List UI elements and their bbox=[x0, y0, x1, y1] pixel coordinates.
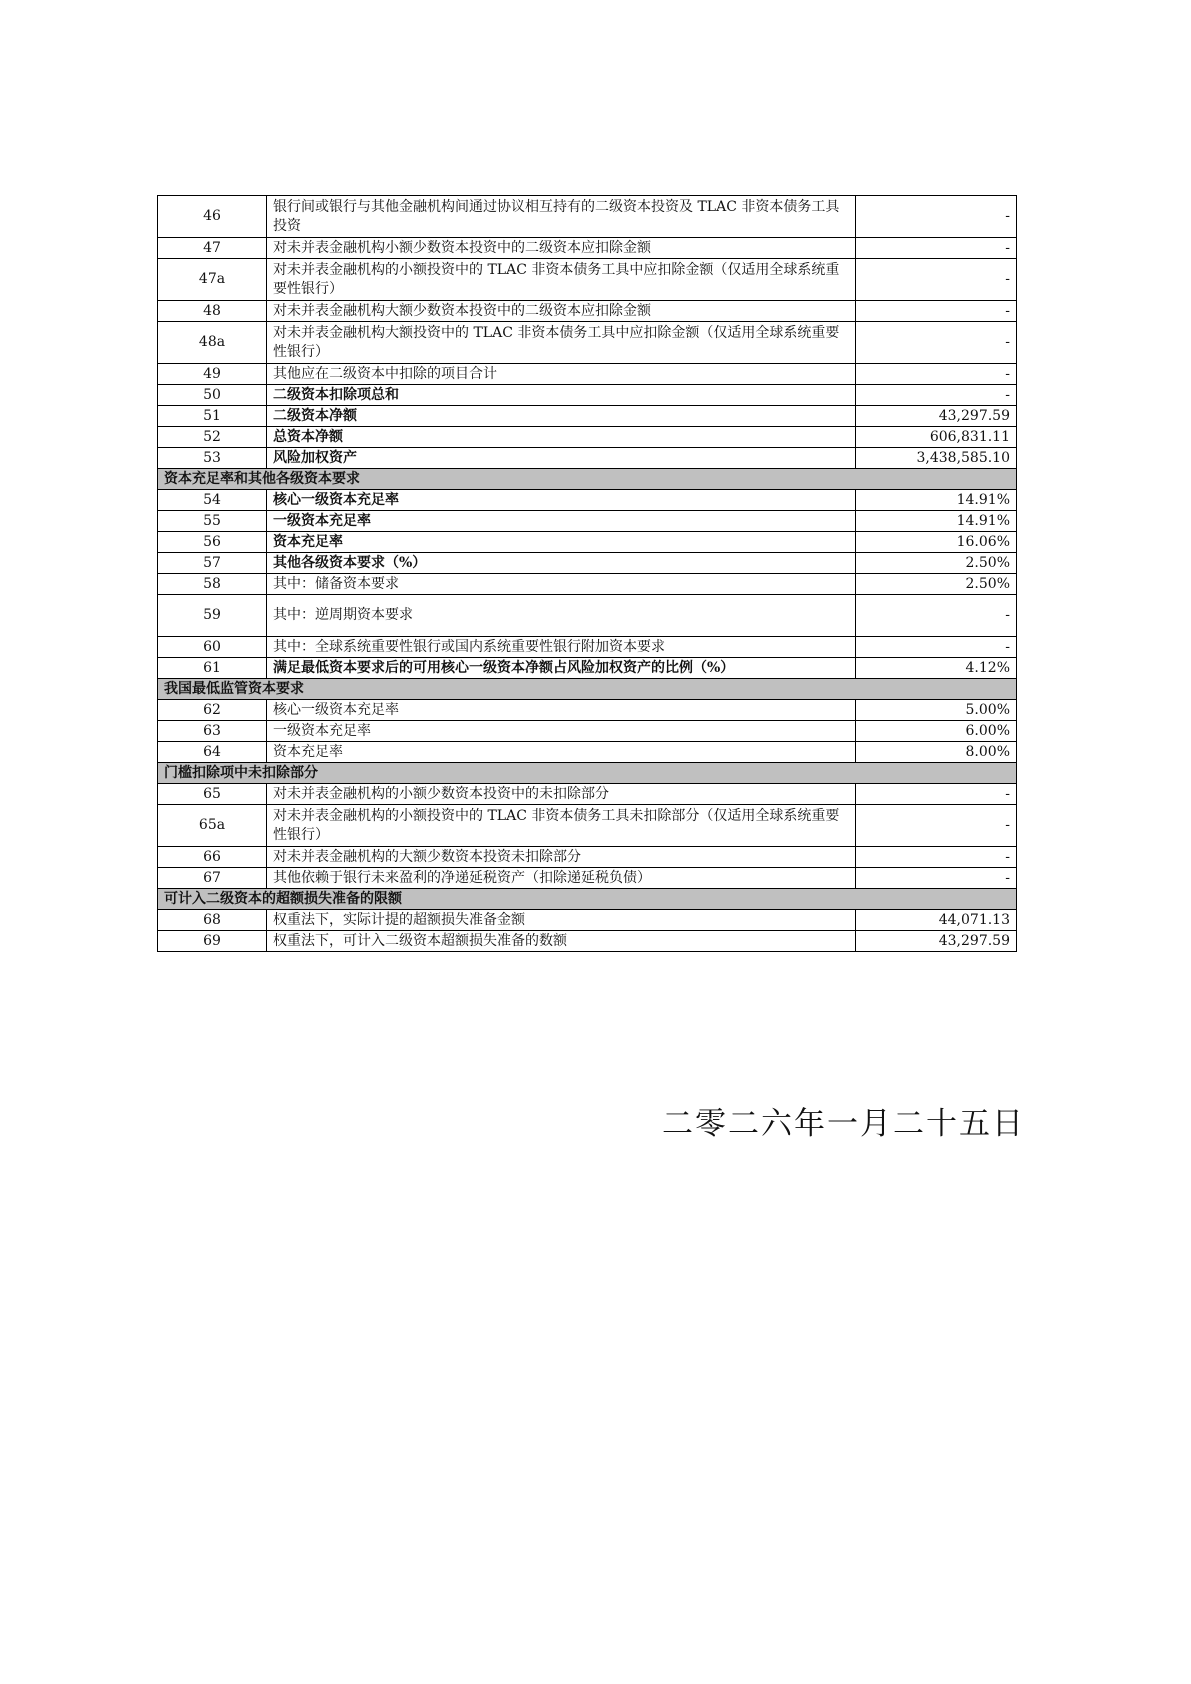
row-value: 2.50% bbox=[856, 553, 1017, 574]
row-number: 64 bbox=[158, 742, 267, 763]
table-body bbox=[158, 196, 1017, 952]
table-row bbox=[158, 868, 1017, 889]
row-item-label: 对未并表金融机构的大额少数资本投资未扣除部分 bbox=[267, 847, 856, 868]
row-item-label: 核心一级资本充足率 bbox=[267, 700, 856, 721]
table-row bbox=[158, 406, 1017, 427]
row-number: 56 bbox=[158, 532, 267, 553]
section-header: 门槛扣除项中未扣除部分 bbox=[158, 763, 1017, 784]
table-row bbox=[158, 595, 1017, 637]
capital-adequacy-table bbox=[157, 195, 1017, 952]
table-row bbox=[158, 637, 1017, 658]
row-number: 49 bbox=[158, 364, 267, 385]
table-row bbox=[158, 847, 1017, 868]
row-item-label: 其他依赖于银行未来盈利的净递延税资产（扣除递延税负债） bbox=[267, 868, 856, 889]
table-row bbox=[158, 700, 1017, 721]
row-number: 66 bbox=[158, 847, 267, 868]
section-header-row bbox=[158, 763, 1017, 784]
row-value: - bbox=[856, 637, 1017, 658]
row-item-label: 对未并表金融机构大额投资中的 TLAC 非资本债务工具中应扣除金额（仅适用全球系统重要性银行） bbox=[267, 322, 856, 364]
row-item-label: 对未并表金融机构的小额少数资本投资中的未扣除部分 bbox=[267, 784, 856, 805]
row-value: 5.00% bbox=[856, 700, 1017, 721]
row-value: 43,297.59 bbox=[856, 406, 1017, 427]
row-number: 52 bbox=[158, 427, 267, 448]
row-value: 8.00% bbox=[856, 742, 1017, 763]
section-header: 资本充足率和其他各级资本要求 bbox=[158, 469, 1017, 490]
row-value: - bbox=[856, 364, 1017, 385]
row-number: 53 bbox=[158, 448, 267, 469]
row-number: 62 bbox=[158, 700, 267, 721]
row-number: 69 bbox=[158, 931, 267, 952]
table-row bbox=[158, 721, 1017, 742]
table-row bbox=[158, 448, 1017, 469]
row-number: 67 bbox=[158, 868, 267, 889]
row-item-label: 核心一级资本充足率 bbox=[267, 490, 856, 511]
table-row bbox=[158, 322, 1017, 364]
row-number: 65a bbox=[158, 805, 267, 847]
row-value: 3,438,585.10 bbox=[856, 448, 1017, 469]
row-item-label: 其中：全球系统重要性银行或国内系统重要性银行附加资本要求 bbox=[267, 637, 856, 658]
section-header-row bbox=[158, 889, 1017, 910]
row-value: - bbox=[856, 322, 1017, 364]
row-number: 54 bbox=[158, 490, 267, 511]
row-value: 4.12% bbox=[856, 658, 1017, 679]
row-item-label: 其中：逆周期资本要求 bbox=[267, 595, 856, 637]
row-number: 58 bbox=[158, 574, 267, 595]
row-value: - bbox=[856, 595, 1017, 637]
row-number: 51 bbox=[158, 406, 267, 427]
row-item-label: 二级资本净额 bbox=[267, 406, 856, 427]
row-number: 48a bbox=[158, 322, 267, 364]
row-value: 43,297.59 bbox=[856, 931, 1017, 952]
row-item-label: 其中：储备资本要求 bbox=[267, 574, 856, 595]
row-item-label: 满足最低资本要求后的可用核心一级资本净额占风险加权资产的比例（%） bbox=[267, 658, 856, 679]
row-item-label: 对未并表金融机构的小额投资中的 TLAC 非资本债务工具未扣除部分（仅适用全球系统重要性银行） bbox=[267, 805, 856, 847]
section-header-row bbox=[158, 469, 1017, 490]
table-row bbox=[158, 742, 1017, 763]
row-number: 47 bbox=[158, 238, 267, 259]
row-item-label: 资本充足率 bbox=[267, 742, 856, 763]
row-item-label: 银行间或银行与其他金融机构间通过协议相互持有的二级资本投资及 TLAC 非资本债务工具投资 bbox=[267, 196, 856, 238]
table-row bbox=[158, 910, 1017, 931]
row-value: 2.50% bbox=[856, 574, 1017, 595]
row-number: 57 bbox=[158, 553, 267, 574]
table-row bbox=[158, 301, 1017, 322]
table-row bbox=[158, 805, 1017, 847]
row-value: 44,071.13 bbox=[856, 910, 1017, 931]
table-row bbox=[158, 658, 1017, 679]
row-number: 59 bbox=[158, 595, 267, 637]
row-number: 50 bbox=[158, 385, 267, 406]
row-value: 16.06% bbox=[856, 532, 1017, 553]
row-number: 46 bbox=[158, 196, 267, 238]
row-number: 65 bbox=[158, 784, 267, 805]
row-number: 60 bbox=[158, 637, 267, 658]
table-row bbox=[158, 196, 1017, 238]
document-date: 二零二六年一月二十五日 bbox=[662, 1106, 1025, 1142]
row-item-label: 对未并表金融机构小额少数资本投资中的二级资本应扣除金额 bbox=[267, 238, 856, 259]
row-item-label: 风险加权资产 bbox=[267, 448, 856, 469]
table-row bbox=[158, 931, 1017, 952]
row-item-label: 其他应在二级资本中扣除的项目合计 bbox=[267, 364, 856, 385]
row-value: 14.91% bbox=[856, 490, 1017, 511]
table-row bbox=[158, 553, 1017, 574]
row-value: - bbox=[856, 196, 1017, 238]
row-number: 61 bbox=[158, 658, 267, 679]
table-row bbox=[158, 784, 1017, 805]
section-header: 可计入二级资本的超额损失准备的限额 bbox=[158, 889, 1017, 910]
row-value: - bbox=[856, 805, 1017, 847]
row-item-label: 权重法下，实际计提的超额损失准备金额 bbox=[267, 910, 856, 931]
row-item-label: 一级资本充足率 bbox=[267, 721, 856, 742]
table-row bbox=[158, 532, 1017, 553]
row-value: - bbox=[856, 385, 1017, 406]
table-row bbox=[158, 238, 1017, 259]
table-row bbox=[158, 574, 1017, 595]
row-item-label: 二级资本扣除项总和 bbox=[267, 385, 856, 406]
row-item-label: 总资本净额 bbox=[267, 427, 856, 448]
section-header-row bbox=[158, 679, 1017, 700]
table-row bbox=[158, 427, 1017, 448]
row-value: - bbox=[856, 847, 1017, 868]
table-row bbox=[158, 490, 1017, 511]
row-item-label: 其他各级资本要求（%） bbox=[267, 553, 856, 574]
row-item-label: 对未并表金融机构大额少数资本投资中的二级资本应扣除金额 bbox=[267, 301, 856, 322]
table-row bbox=[158, 385, 1017, 406]
row-item-label: 权重法下，可计入二级资本超额损失准备的数额 bbox=[267, 931, 856, 952]
table-row bbox=[158, 364, 1017, 385]
row-value: - bbox=[856, 784, 1017, 805]
section-header: 我国最低监管资本要求 bbox=[158, 679, 1017, 700]
row-value: - bbox=[856, 868, 1017, 889]
row-value: 14.91% bbox=[856, 511, 1017, 532]
row-number: 63 bbox=[158, 721, 267, 742]
row-number: 47a bbox=[158, 259, 267, 301]
row-item-label: 对未并表金融机构的小额投资中的 TLAC 非资本债务工具中应扣除金额（仅适用全球系统重要性银行） bbox=[267, 259, 856, 301]
row-number: 55 bbox=[158, 511, 267, 532]
table-row bbox=[158, 511, 1017, 532]
row-item-label: 资本充足率 bbox=[267, 532, 856, 553]
row-item-label: 一级资本充足率 bbox=[267, 511, 856, 532]
row-number: 48 bbox=[158, 301, 267, 322]
row-value: 606,831.11 bbox=[856, 427, 1017, 448]
table-row bbox=[158, 259, 1017, 301]
row-value: - bbox=[856, 259, 1017, 301]
row-value: 6.00% bbox=[856, 721, 1017, 742]
row-number: 68 bbox=[158, 910, 267, 931]
row-value: - bbox=[856, 301, 1017, 322]
row-value: - bbox=[856, 238, 1017, 259]
